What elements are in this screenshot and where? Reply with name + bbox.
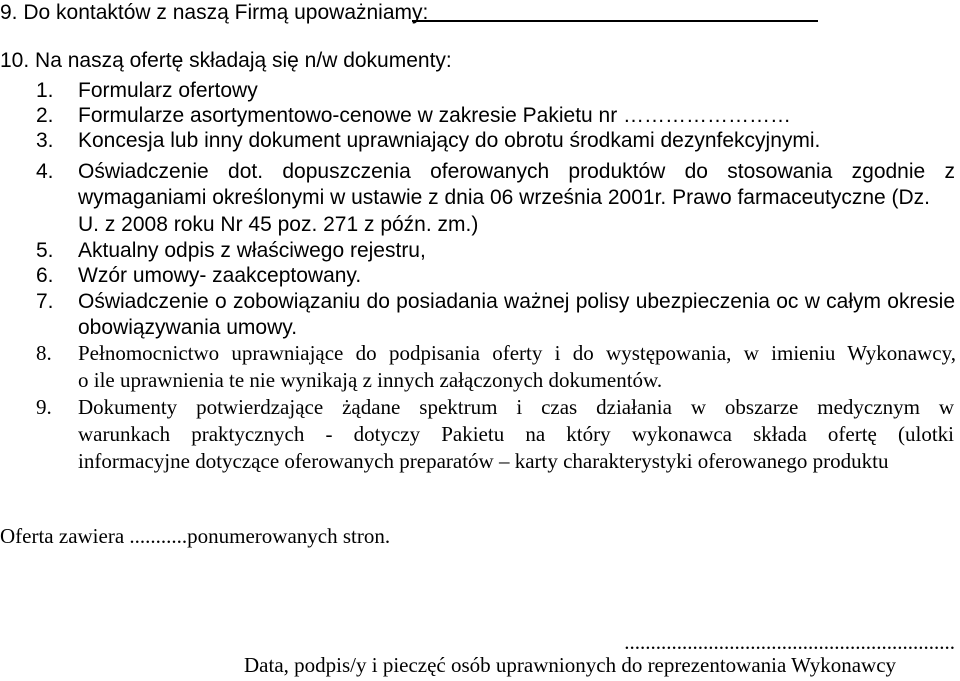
list-item [36, 128, 820, 154]
list-item-line: informacyjne dotyczące oferowanych preparatów – karty charakterystyki oferowanego produktu [78, 449, 889, 473]
list-item-line: obowiązywania umowy. [78, 316, 298, 339]
list-item-line: warunkach praktycznych - dotyczy Pakietu na który wykonawca składa ofertę (ulotki [78, 422, 954, 446]
list-item-number: 9. [36, 395, 52, 419]
signature-caption: Data, podpis/y i pieczęć osób uprawnionych do reprezentowania Wykonawcy [244, 653, 897, 677]
signature-dotted-line: ............................................................... [624, 630, 955, 654]
contact-blank-line [412, 20, 818, 22]
list-item-line: Oświadczenie o zobowiązaniu do posiadania ważnej polisy ubezpieczenia oc w całym okresie [78, 290, 955, 313]
contact-authorization-label: 9. Do kontaktów z naszą Firmą upoważniamy: [0, 1, 429, 24]
item-number: 5. [36, 239, 54, 262]
item-text: Aktualny odpis z właściwego rejestru, [78, 239, 426, 262]
list-item-line: o ile uprawnienia te nie wynikają z innych załączonych dokumentów. [78, 368, 663, 392]
offer-page-count: Oferta zawiera ...........ponumerowanych stron. [0, 524, 391, 548]
list-item-line: wymaganiami określonymi w ustawie z dnia 06 września 2001r. Prawo farmaceutyczne (Dz. [78, 186, 931, 209]
item-text: Wzór umowy- zaakceptowany. [78, 264, 362, 287]
list-item [36, 263, 361, 289]
list-item [36, 103, 791, 129]
item-number: 1. [36, 79, 54, 102]
item-number: 2. [36, 104, 54, 127]
documents-heading: 10. Na naszą ofertę składają się n/w dokumenty: [0, 49, 452, 72]
list-item-line: Oświadczenie dot. dopuszczenia oferowanych produktów do stosowania zgodnie z [78, 160, 955, 183]
item-number: 6. [36, 264, 54, 287]
list-item-number: 7. [36, 290, 54, 313]
list-item-number: 8. [36, 341, 52, 365]
list-item [36, 238, 426, 264]
item-text: Formularze asortymentowo-cenowe w zakresie Pakietu nr …………………… [78, 104, 792, 127]
list-item-line: Pełnomocnictwo uprawniające do podpisania oferty i do występowania, w imieniu Wykonawcy, [78, 341, 956, 365]
list-item-line: Dokumenty potwierdzające żądane spektrum i czas działania w obszarze medycznym w [78, 395, 954, 419]
list-item-number: 4. [36, 160, 54, 183]
list-item [36, 78, 258, 104]
list-item-line: U. z 2008 roku Nr 45 poz. 271 z późn. zm.) [78, 213, 479, 236]
item-text: Formularz ofertowy [78, 79, 258, 102]
item-number: 3. [36, 129, 54, 152]
item-text: Koncesja lub inny dokument uprawniający do obrotu środkami dezynfekcyjnymi. [78, 129, 821, 152]
